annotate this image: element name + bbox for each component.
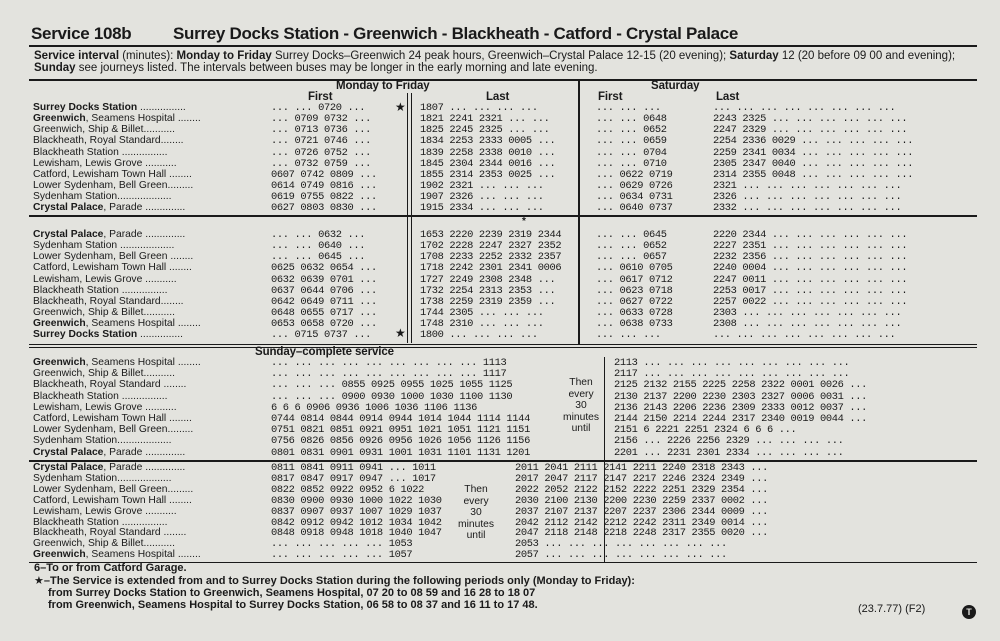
time-row: 1748 2310 ... ... ... xyxy=(420,318,544,331)
time-row: 2156 ... 2226 2256 2329 ... ... ... ... xyxy=(614,435,844,448)
footnote-garage: 6–To or from Catford Garage. xyxy=(34,562,187,574)
stop-name xyxy=(33,170,192,180)
time-row: 2017 2047 2117 2147 2217 2246 2324 2349 ... xyxy=(515,472,769,485)
stop-label-detail: , Seamens Hospital xyxy=(85,318,175,330)
leader-dots: ......... xyxy=(167,180,194,192)
time-row: 2227 2351 ... ... ... ... ... ... xyxy=(713,240,908,253)
heading-sat-first: First xyxy=(598,91,623,103)
stop-label: Sydenham Station xyxy=(33,240,118,252)
time-row: ... 0713 0736 ... xyxy=(271,124,372,137)
stop-label: Lower Sydenham, Bell Green xyxy=(33,483,168,495)
stop-label-detail: , Parade xyxy=(103,462,143,473)
time-row: 2125 2132 2155 2225 2258 2322 0001 0026 ... xyxy=(614,379,868,392)
time-row: 1718 2242 2301 2341 0006 xyxy=(420,262,562,275)
time-row: 0625 0632 0654 ... xyxy=(271,262,377,275)
leader-dots: ........ xyxy=(166,494,192,506)
time-row: ... 0721 0746 ... xyxy=(271,135,372,148)
time-row: ... 0709 0732 ... xyxy=(271,113,372,126)
leader-dots: ........... xyxy=(142,157,177,169)
time-row: 1807 ... ... ... ... xyxy=(420,102,538,114)
time-row: 2247 2329 ... ... ... ... ... ... xyxy=(713,124,908,137)
time-row: 0817 0847 0917 0947 ... 1017 xyxy=(271,472,436,485)
time-row: 1702 2228 2247 2327 2352 xyxy=(420,240,562,253)
interval-sun-label: Sunday xyxy=(34,62,76,74)
time-row: 2042 2112 2142 2212 2242 2311 2349 0014 ... xyxy=(515,516,769,529)
interval-mf-label: Monday to Friday xyxy=(176,50,272,62)
stop-label-detail: , Seamens Hospital xyxy=(85,113,175,125)
time-row: ... ... 0720 ... xyxy=(271,102,366,114)
time-row: 0848 0918 0948 1018 1040 1047 xyxy=(271,527,442,540)
time-row: 1800 ... ... ... ... xyxy=(420,329,538,342)
stop-label: Greenwich xyxy=(33,549,86,561)
time-row: 0842 0912 0942 1012 1034 1042 xyxy=(271,516,442,529)
star-marker-bottom: ★ xyxy=(395,326,406,340)
stop-name xyxy=(33,308,175,318)
stop-label: Lewisham, Lewis Grove xyxy=(33,505,143,517)
time-row: 2057 ... ... ... ... ... ... ... ... xyxy=(515,549,727,562)
stop-label: Blackheath Station xyxy=(33,390,119,402)
stop-label: Crystal Palace xyxy=(33,229,104,240)
heading-sunday: Sunday–complete service xyxy=(255,346,394,358)
stop-name xyxy=(33,550,201,560)
time-row: 2321 ... ... ... ... ... ... ... xyxy=(713,180,902,193)
stop-name xyxy=(33,241,174,251)
time-row: 1915 2334 ... ... ... xyxy=(420,202,544,215)
time-row: 2151 6 2221 2251 2324 6 6 6 ... xyxy=(614,424,797,437)
transport-logo: T xyxy=(962,605,976,619)
leader-dots: ........ xyxy=(160,135,184,147)
leader-dots: ............... xyxy=(137,329,183,341)
frequency-note xyxy=(563,377,599,435)
stop-name xyxy=(33,380,186,390)
time-row: ... ... ... ... ... ... ... ... xyxy=(713,102,896,114)
stop-name xyxy=(33,159,177,169)
heading-monday-friday: Monday to Friday xyxy=(336,80,430,92)
stop-name xyxy=(33,297,184,307)
time-row: 0822 0852 0922 0952 6 1022 xyxy=(271,483,425,496)
stop-label: Greenwich, Ship & Billet xyxy=(33,368,144,380)
time-row: ... 0732 0759 ... xyxy=(271,157,372,170)
time-row: 2259 2341 0034 ... ... ... ... ... xyxy=(713,146,914,159)
leader-dots: ........ xyxy=(160,379,187,391)
time-row: 1744 2305 ... ... ... xyxy=(420,307,544,320)
time-row: 1902 2321 ... ... ... xyxy=(420,180,544,193)
time-row: ... ... 0645 xyxy=(596,229,667,241)
time-row: 1727 2249 2308 2348 ... xyxy=(420,273,556,286)
leader-dots: .............. xyxy=(142,202,186,214)
interval-unit: (minutes): xyxy=(119,50,177,62)
time-row: ... ... 0640 ... xyxy=(271,240,366,253)
time-row: 1708 2233 2252 2332 2357 xyxy=(420,251,562,264)
time-row: ... ... ... 0855 0925 0955 1025 1055 1125 xyxy=(271,379,513,392)
leader-dots: ........... xyxy=(142,273,177,285)
leader-dots: ........... xyxy=(143,368,175,380)
leader-dots: ......... xyxy=(167,424,194,436)
leader-dots: ................... xyxy=(117,472,172,484)
leader-dots: ......... xyxy=(167,483,194,495)
title-rule xyxy=(29,45,977,47)
time-row: ... 0640 0737 xyxy=(596,202,673,215)
leader-dots: ........ xyxy=(166,262,192,274)
time-row: 1855 2314 2353 0025 ... xyxy=(420,168,556,181)
frequency-note-line: minutes xyxy=(563,411,600,423)
asterisk-marker: * xyxy=(522,216,526,227)
stop-label: Blackheath Station xyxy=(33,146,119,158)
stop-label: Sydenham Station xyxy=(33,472,118,484)
stop-name xyxy=(33,425,193,435)
leader-dots: ........... xyxy=(143,538,175,550)
stop-name xyxy=(33,114,201,124)
time-row: 0614 0749 0816 ... xyxy=(271,180,377,193)
leader-dots: ........... xyxy=(142,505,177,517)
interval-mf-text: Surrey Docks–Greenwich 24 peak hours, Greenwich–Crystal Palace 12-15 (20 evening); xyxy=(271,50,730,62)
time-row: ... ... 0652 xyxy=(596,124,667,137)
time-row: ... ... 0704 xyxy=(596,146,667,159)
time-row: 1732 2254 2313 2353 ... xyxy=(420,284,556,297)
time-row: 0801 0831 0901 0931 1001 1031 1101 1131 1201 xyxy=(271,446,530,459)
time-row: 2243 2325 ... ... ... ... ... ... xyxy=(713,113,908,126)
leader-dots: ........ xyxy=(174,113,201,125)
leader-dots: .............. xyxy=(142,462,186,473)
stop-name xyxy=(33,252,193,262)
stop-label: Sydenham Station xyxy=(33,435,118,447)
frequency-note-line: every xyxy=(463,495,489,507)
time-row: ... 0623 0718 xyxy=(596,284,673,297)
frequency-note xyxy=(458,484,494,542)
stop-label: Lewisham, Lewis Grove xyxy=(33,401,143,413)
time-row: 1653 2220 2239 2319 2344 xyxy=(420,229,562,241)
time-row: 2144 2150 2214 2244 2317 2340 0019 0044 ... xyxy=(614,413,868,425)
time-row: 2232 2356 ... ... ... ... ... ... xyxy=(713,251,908,264)
time-row: 2053 ... ... ... ... ... ... ... ... xyxy=(515,538,727,551)
stop-name xyxy=(33,448,185,458)
stop-label: Lewisham, Lewis Grove xyxy=(33,273,143,285)
time-row: 0627 0803 0830 ... xyxy=(271,202,377,215)
stop-label: Lower Sydenham, Bell Green xyxy=(33,180,168,192)
stop-label: Greenwich xyxy=(33,357,86,368)
time-row: 0642 0649 0711 ... xyxy=(271,295,377,308)
time-row: 2254 2336 0029 ... ... ... ... ... xyxy=(713,135,914,148)
leader-dots: ........... xyxy=(142,401,177,413)
stop-label-detail: , Parade xyxy=(103,202,143,214)
time-row: ... 0622 0719 xyxy=(596,168,673,181)
stop-label: Blackheath, Royal Standard xyxy=(33,135,161,147)
stop-label-detail: , Parade xyxy=(103,446,143,458)
stop-name xyxy=(33,103,186,113)
time-row: 0653 0658 0720 ... xyxy=(271,318,377,331)
stop-label: Blackheath Station xyxy=(33,284,119,296)
star-line-left xyxy=(407,93,408,343)
frequency-note-line: Then xyxy=(569,377,593,388)
time-row: 0637 0644 0706 ... xyxy=(271,284,377,297)
star-line-right xyxy=(411,93,412,343)
timetable-date-code: (23.7.77) (F2) xyxy=(858,603,926,615)
time-row: ... 0638 0733 xyxy=(596,318,673,331)
stop-name xyxy=(33,192,172,202)
stop-name xyxy=(33,275,177,285)
stop-label-detail: , Parade xyxy=(103,229,143,240)
stop-label: Catford, Lewisham Town Hall xyxy=(33,413,167,424)
time-row: ... ... ... xyxy=(596,102,661,114)
time-row: ... 0627 0722 xyxy=(596,295,673,308)
leader-dots: ................ xyxy=(137,102,186,113)
time-row: 2136 2143 2206 2236 2309 2333 0012 0037 ... xyxy=(614,401,868,414)
stop-label: Greenwich xyxy=(33,113,86,125)
time-row: 1845 2304 2344 0016 ... xyxy=(420,157,556,170)
frequency-note-line: until xyxy=(466,530,486,541)
time-row: ... ... ... ... ... 1057 xyxy=(271,549,413,562)
frequency-note-line: 30 xyxy=(470,507,482,518)
time-row: ... ... 0652 xyxy=(596,240,667,253)
time-row: ... 0715 0737 ... xyxy=(271,329,372,342)
stop-name xyxy=(33,148,168,158)
time-row: 1825 2245 2325 ... ... xyxy=(420,124,550,137)
stop-name xyxy=(33,181,193,191)
sunday-top-rule-2 xyxy=(29,347,977,348)
time-row: 2022 2052 2122 2152 2222 2251 2329 2354 ... xyxy=(515,483,769,496)
stop-name xyxy=(33,330,183,340)
time-row: 2201 ... 2231 2301 2334 ... ... ... ... xyxy=(614,446,844,459)
stop-label: Greenwich, Ship & Billet xyxy=(33,307,144,319)
stop-label: Surrey Docks Station xyxy=(33,329,138,341)
time-row: 2030 2100 2130 2200 2230 2259 2337 0002 ... xyxy=(515,494,769,507)
time-row: 0619 0755 0822 ... xyxy=(271,191,377,204)
leader-dots: ........ xyxy=(174,549,201,561)
stop-label: Lewisham, Lewis Grove xyxy=(33,157,143,169)
time-row: ... ... ... xyxy=(596,329,661,342)
time-row: 2011 2041 2111 2141 2211 2240 2318 2343 ... xyxy=(515,462,769,474)
time-row: 2037 2107 2137 2207 2237 2306 2344 0009 ... xyxy=(515,505,769,518)
time-row: 0811 0841 0911 0941 ... 1011 xyxy=(271,462,436,474)
time-row: 0607 0742 0809 ... xyxy=(271,168,377,181)
stop-label: Sydenham Station xyxy=(33,191,118,203)
time-row: ... 0610 0705 xyxy=(596,262,673,275)
frequency-note-line: every xyxy=(568,388,594,400)
time-row: ... ... ... ... ... ... ... ... ... 1117 xyxy=(271,368,507,381)
table-top-rule xyxy=(29,79,977,81)
stop-name xyxy=(33,414,192,424)
leader-dots: ................ xyxy=(118,516,168,528)
frequency-note-line: minutes xyxy=(458,518,495,530)
interval-sun-text: see journeys listed. The intervals between buses may be longer in the early morning and late evening. xyxy=(75,62,598,74)
time-row: 2253 0017 ... ... ... ... ... ... xyxy=(713,284,908,297)
stop-name xyxy=(33,403,177,413)
time-row: 2257 0022 ... ... ... ... ... ... xyxy=(713,295,908,308)
time-row: 2326 ... ... ... ... ... ... ... xyxy=(713,191,902,204)
time-row: 1738 2259 2319 2359 ... xyxy=(420,295,556,308)
sunday-top-rule xyxy=(29,344,977,345)
time-row: ... 0629 0726 xyxy=(596,180,673,193)
leader-dots: ........ xyxy=(160,527,187,539)
time-row: 0751 0821 0851 0921 0951 1021 1051 1121 1151 xyxy=(271,424,530,437)
leader-dots: ........... xyxy=(143,124,175,136)
stop-name xyxy=(33,539,175,549)
stop-label: Blackheath, Royal Standard xyxy=(33,379,161,391)
stop-label-detail: , Seamens Hospital xyxy=(85,357,175,368)
time-row: ... 0726 0752 ... xyxy=(271,146,372,159)
time-row: ... ... ... ... ... ... ... ... xyxy=(713,329,896,342)
leader-dots: ................ xyxy=(118,146,168,158)
footnote-from-surrey-docks: from Surrey Docks Station to Greenwich, Seamens Hospital, 07 20 to 08 59 and 16 28 to 18 07 xyxy=(48,587,536,599)
time-row: 0756 0826 0856 0926 0956 1026 1056 1126 1156 xyxy=(271,435,530,448)
time-row: ... ... 0645 ... xyxy=(271,251,366,264)
time-row: 0830 0900 0930 1000 1022 1030 xyxy=(271,494,442,507)
leader-dots: ........ xyxy=(166,168,192,180)
time-row: 2117 ... ... ... ... ... ... ... ... ... xyxy=(614,368,850,381)
stop-label: Crystal Palace xyxy=(33,446,104,458)
stop-name xyxy=(33,392,168,402)
time-row: 2240 0004 ... ... ... ... ... ... xyxy=(713,262,908,275)
time-row: 2305 2347 0040 ... ... ... ... ... xyxy=(713,157,914,170)
time-row: ... ... 0632 ... xyxy=(271,229,366,241)
stop-label: Surrey Docks Station xyxy=(33,102,138,113)
time-row: ... ... ... ... ... 1053 xyxy=(271,538,413,551)
leader-dots: ........... xyxy=(143,307,175,319)
time-row: 2130 2137 2200 2230 2303 2327 0006 0031 ... xyxy=(614,390,868,403)
stop-label: Blackheath, Royal Standard xyxy=(33,295,161,307)
leader-dots: ........ xyxy=(167,251,194,263)
stop-name xyxy=(33,496,192,506)
time-row: 2332 ... ... ... ... ... ... ... xyxy=(713,202,902,215)
stop-name xyxy=(33,485,193,495)
stop-label: Catford, Lewisham Town Hall xyxy=(33,262,167,274)
stop-name xyxy=(33,125,175,135)
sat-separator xyxy=(578,79,580,345)
heading-saturday: Saturday xyxy=(651,80,700,92)
time-row: 1821 2241 2321 ... ... xyxy=(420,113,550,126)
stop-name xyxy=(33,203,185,213)
stop-name xyxy=(33,230,185,240)
interval-sat-text: 12 (20 before 09 00 and evening); xyxy=(778,50,956,62)
leader-dots: .............. xyxy=(142,446,186,458)
star-marker-top: ★ xyxy=(395,100,406,114)
leader-dots: .............. xyxy=(142,229,186,240)
time-row: 0648 0655 0717 ... xyxy=(271,307,377,320)
stop-name xyxy=(33,263,192,273)
stop-label: Blackheath Station xyxy=(33,516,119,528)
time-row: ... ... 0659 xyxy=(596,135,667,148)
leader-dots: ................ xyxy=(118,284,168,296)
stop-name xyxy=(33,507,177,517)
stop-label: Catford, Lewisham Town Hall xyxy=(33,168,167,180)
time-row: 2303 ... ... ... ... ... ... ... xyxy=(713,307,902,320)
time-row: 0632 0639 0701 ... xyxy=(271,273,377,286)
service-number: Service 108b xyxy=(31,24,132,43)
stop-label: Lower Sydenham, Bell Green xyxy=(33,424,168,436)
time-row: 0837 0907 0937 1007 1029 1037 xyxy=(271,505,442,518)
stop-name xyxy=(33,463,185,473)
stop-label: Greenwich, Ship & Billet xyxy=(33,124,144,136)
time-row: ... 0617 0712 xyxy=(596,273,673,286)
time-row: 2308 ... ... ... ... ... ... ... xyxy=(713,318,902,331)
stop-name xyxy=(33,286,168,296)
leader-dots: ........ xyxy=(174,357,201,368)
frequency-note-line: until xyxy=(571,423,591,434)
leader-dots: ................ xyxy=(118,390,168,402)
footnote-from-greenwich: from Greenwich, Seamens Hospital to Surrey Docks Station, 06 58 to 08 37 and 16 11 to 17 48. xyxy=(48,599,538,611)
stop-label: Blackheath, Royal Standard xyxy=(33,527,161,539)
mf-direction-rule xyxy=(29,215,977,217)
time-row: ... ... 0657 xyxy=(596,251,667,264)
time-row: 2047 2118 2148 2218 2248 2317 2355 0020 ... xyxy=(515,527,769,540)
stop-label: Greenwich, Ship & Billet xyxy=(33,538,144,550)
stop-name xyxy=(33,136,184,146)
time-row: ... ... 0648 xyxy=(596,113,667,126)
stop-name xyxy=(33,528,186,538)
service-interval-text xyxy=(34,50,984,74)
time-row: 1834 2253 2333 0005 ... xyxy=(420,135,556,148)
time-row: ... ... ... 0900 0930 1000 1030 1100 1130 xyxy=(271,390,513,403)
time-row: 2314 2355 0048 ... ... ... ... ... xyxy=(713,168,914,181)
frequency-note-line: 30 xyxy=(575,400,587,411)
stop-label: Lower Sydenham, Bell Green xyxy=(33,251,168,263)
leader-dots: ........ xyxy=(166,413,192,424)
stop-name xyxy=(33,436,172,446)
time-row: 1839 2258 2338 0010 ... xyxy=(420,146,556,159)
time-row: 1907 2326 ... ... ... xyxy=(420,191,544,204)
stop-label-detail: , Seamens Hospital xyxy=(85,549,175,561)
time-row: 6 6 6 0906 0936 1006 1036 1106 1136 xyxy=(271,401,477,414)
frequency-note-line: Then xyxy=(464,484,488,495)
stop-name xyxy=(33,358,201,368)
stop-name xyxy=(33,474,172,484)
stop-label: Catford, Lewisham Town Hall xyxy=(33,494,167,506)
stop-name xyxy=(33,518,168,528)
stop-label: Greenwich xyxy=(33,318,86,330)
stop-name xyxy=(33,369,175,379)
heading-mf-last: Last xyxy=(486,91,510,103)
time-row: ... 0633 0728 xyxy=(596,307,673,320)
leader-dots: ................... xyxy=(117,191,172,203)
heading-sat-last: Last xyxy=(716,91,740,103)
time-row: ... ... 0710 xyxy=(596,157,667,170)
time-row: 0744 0814 0844 0914 0944 1014 1044 1114 1144 xyxy=(271,413,530,425)
time-row: ... 0634 0731 xyxy=(596,191,673,204)
stop-label: Crystal Palace xyxy=(33,202,104,214)
leader-dots: ........ xyxy=(174,318,201,330)
route-title: Surrey Docks Station - Greenwich - Blackheath - Catford - Crystal Palace xyxy=(173,24,739,43)
time-row: 2247 0011 ... ... ... ... ... ... xyxy=(713,273,908,286)
time-row: 2113 ... ... ... ... ... ... ... ... ... xyxy=(614,357,850,369)
heading-mf-first: First xyxy=(308,91,333,103)
stop-label: Crystal Palace xyxy=(33,462,104,473)
leader-dots: ................... xyxy=(117,435,172,447)
interval-label: Service interval xyxy=(34,50,120,62)
leader-dots: ........ xyxy=(160,295,184,307)
time-row: ... ... ... ... ... ... ... ... ... 1113 xyxy=(271,357,507,369)
leader-dots: ................... xyxy=(117,240,175,252)
stop-name xyxy=(33,319,201,329)
footnote-extension: ★–The Service is extended from and to Surrey Docks Station during the following periods only (Monday to Friday): xyxy=(34,575,635,587)
interval-sat-label: Saturday xyxy=(729,50,779,62)
time-row: 2220 2344 ... ... ... ... ... ... xyxy=(713,229,908,241)
